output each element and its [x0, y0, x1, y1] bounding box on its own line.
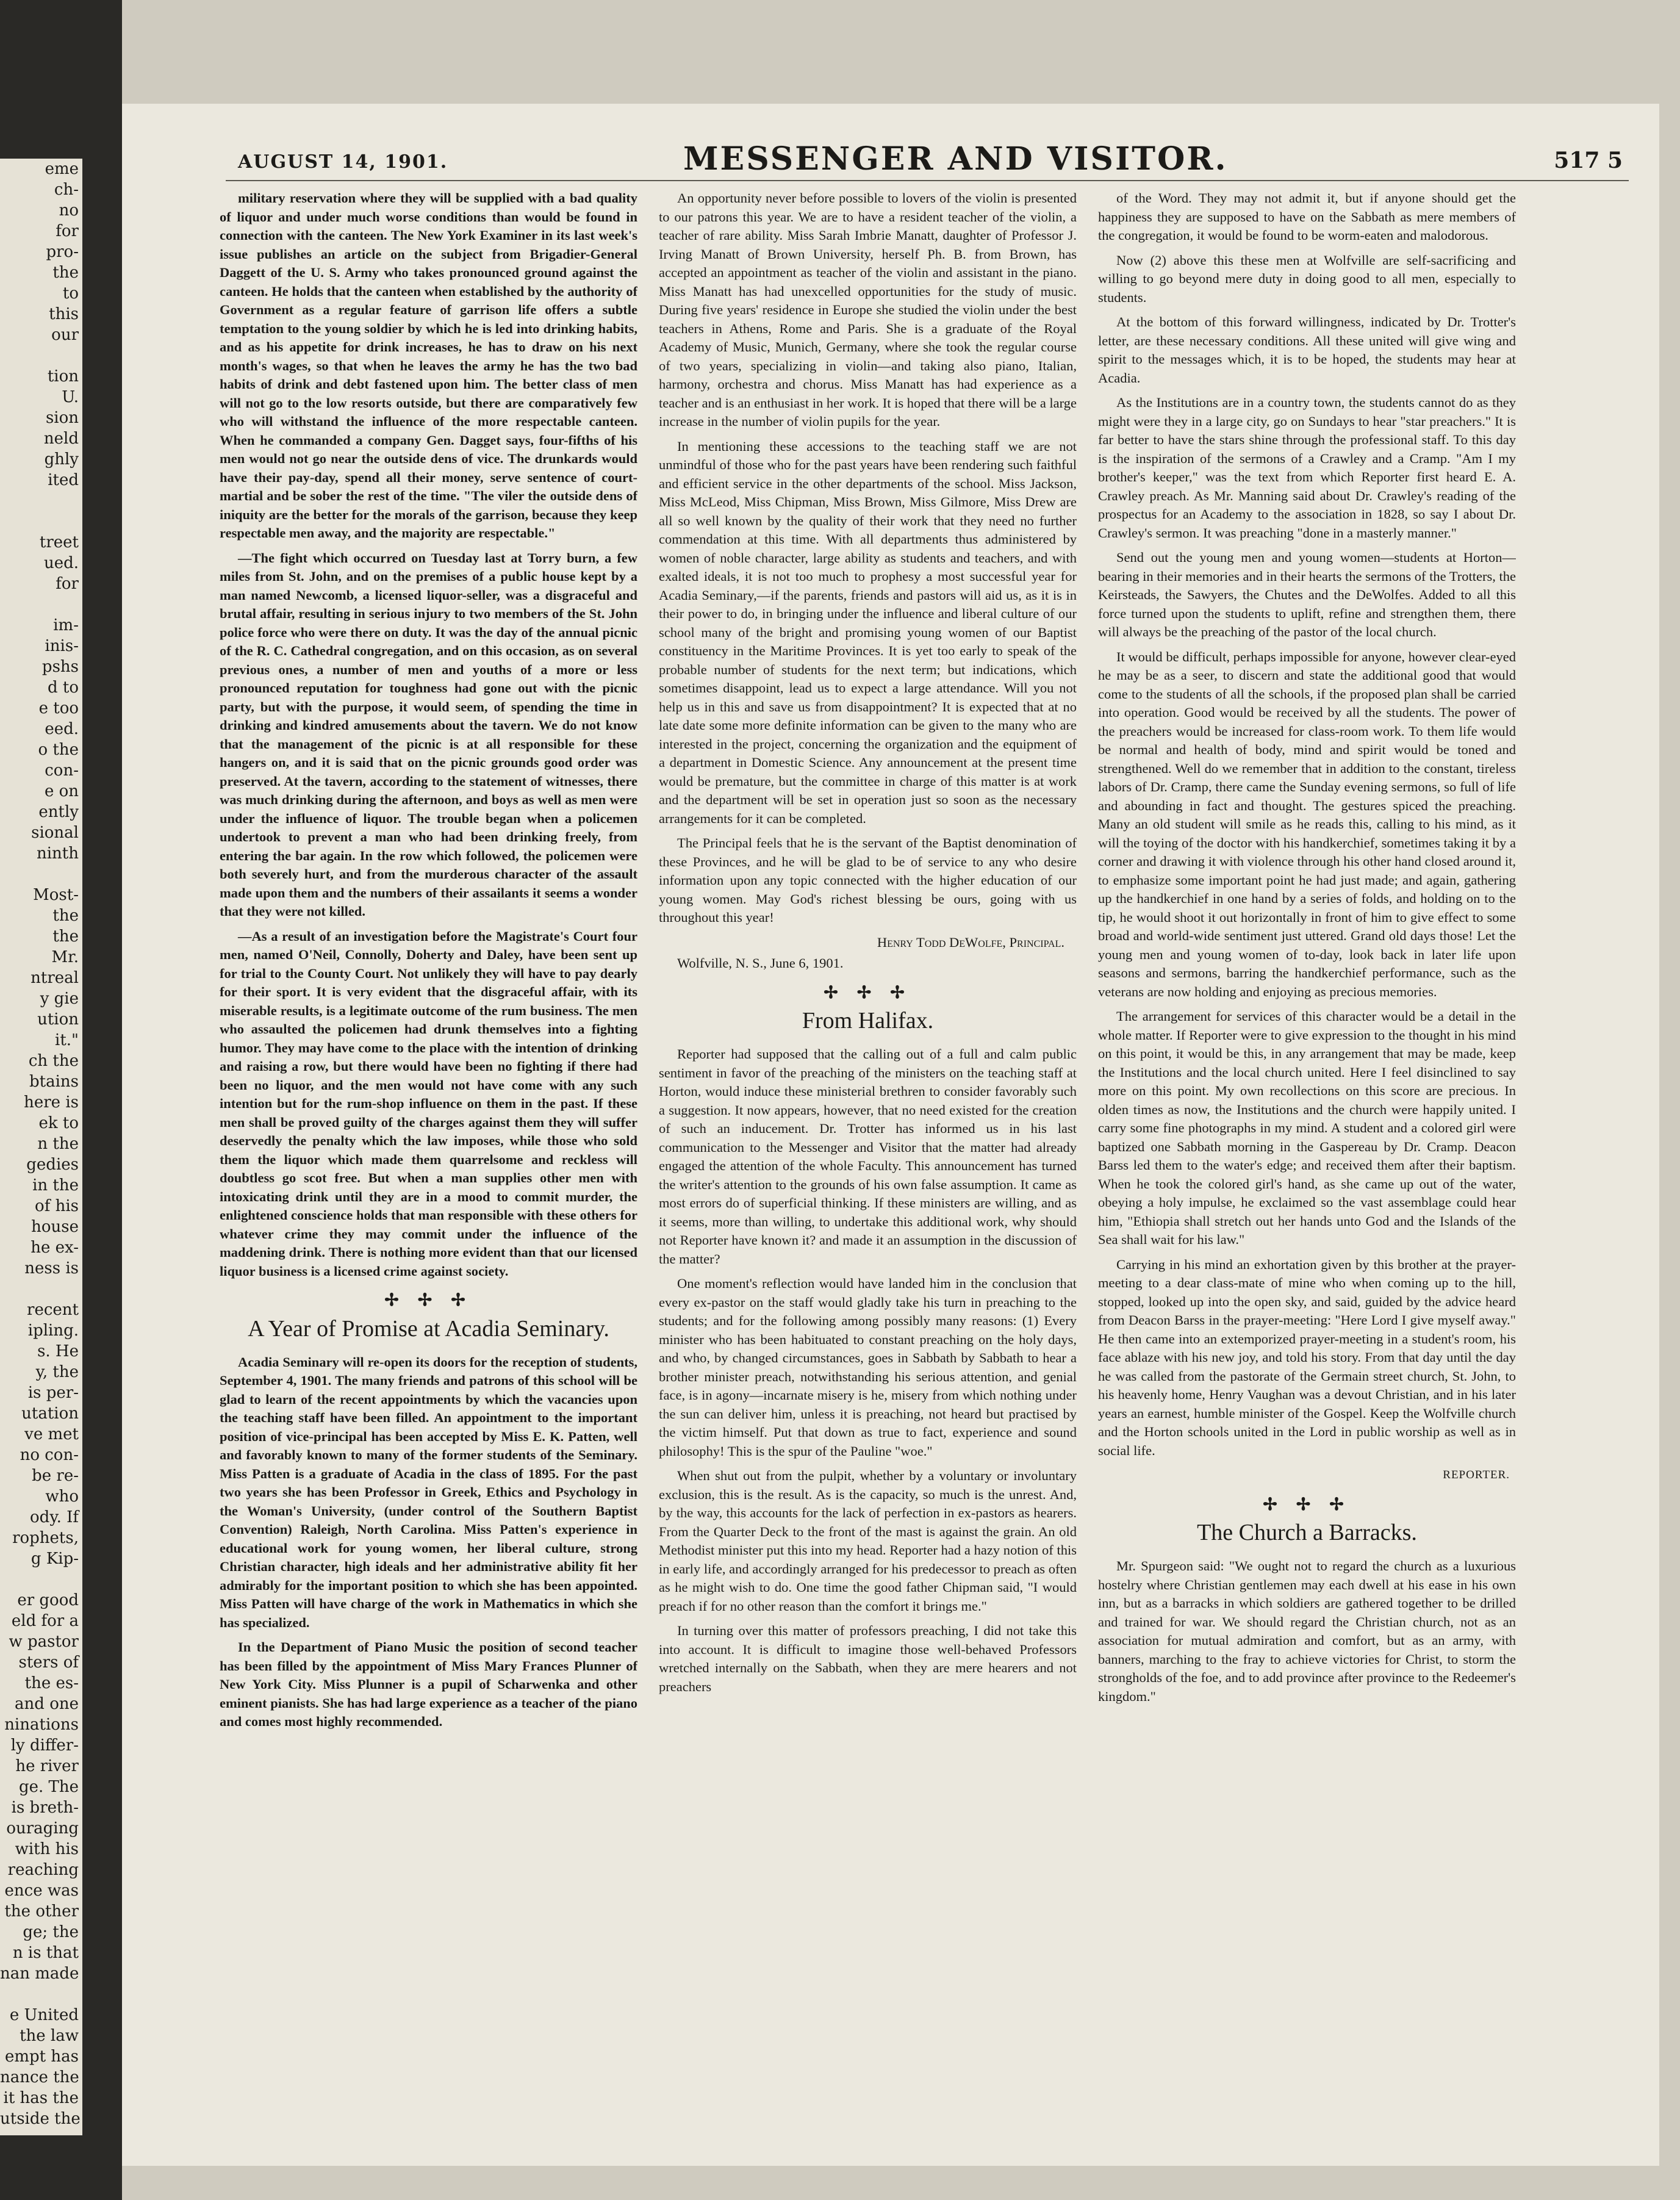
fragment-line	[0, 1984, 82, 2005]
fragment-line: tion	[47, 367, 79, 386]
fragment-line: gedies	[26, 1156, 79, 1174]
fragment-line: and one	[15, 1695, 79, 1713]
fragment-line: pro-	[46, 243, 79, 261]
article-heading-acadia: A Year of Promise at Acadia Seminary.	[248, 1315, 609, 1342]
fragment-line: y gie	[40, 990, 79, 1008]
fragment-line	[0, 594, 82, 615]
fragment-line: n is that	[12, 1944, 79, 1962]
fragment-line: rophets,	[12, 1529, 79, 1547]
dateline: Wolfville, N. S., June 6, 1901.	[677, 955, 844, 971]
masthead-title: MESSENGER AND VISITOR.	[683, 140, 1228, 178]
col2-body-2	[659, 1045, 1077, 1696]
col1-body-2	[220, 1353, 637, 1731]
paragraph: It would be difficult, perhaps impossible for anyone, however clear-eyed he may be as a seer, to discern and state the additional good that would come to the students of all the schools, if the proposed plan shall be carried into operation. Good would be received by all the students. The power of the preachers would be increased for class-room work. To them life would be normal and health of body, mind and spirit would be toned and strengthened. Well do we remember that in addition to the constant, tireless labors of Dr. Cramp, there came the Sunday evening sermons, so full of life and abounding in fact and thought. The gestures spiced the preaching. Many an old student will smile as he reads this, calling to his mind, as it will the toying of the doctor with his handkerchief, sometimes taking it by a corner and drawing it with violence through his other hand closed around it, to emphasize some important point he had just made; and again, gathering up the handkerchief in one hand by a series of folds, and holding on to the tip, he would shoot it out horizontally in front of him to give effect to some broad and world-wide sentiment just uttered. Grand old days those! Let the young men and young women of to-day, look back in later life upon seasons and sermons, barring the handkerchief performance, such as the veterans are now holding and enjoying as precious memories.	[1098, 649, 1516, 999]
paragraph: Carrying in his mind an exhortation given by this brother at the prayer-meeting to a dear class-mate of mine who when coming up to the hill, stopped, looked up into the open sky, and said, guided by the advice heard from Deacon Barss in the prayer-meeting: "Here Lord I give myself away." He then came into an extemporized prayer-meeting in a student's room, his face ablaze with his new joy, and told his story. From that day until the day he was called from the pastorate of the Germain street church, St. John, to his heavenly home, Henry Vaughan was a devout Christian, and in his later years an earnest, humble minister of the Gospel. Keep the Wolfville church and the Horton schools united in the Lord in public worship as well as in social life.	[1098, 1256, 1516, 1458]
fragment-line: he ex-	[31, 1238, 79, 1257]
paragraph: —As a result of an investigation before the Magistrate's Court four men, named O'Neil, Connolly, Doherty and Daley, have been sent up for trial to the County Court. Not unlikely they will have to pay dearly for their sport. It is very evident that the disgraceful affair, with its miserable results, is a legitimate outcome of the rum business. The men who assaulted the policemen had drunk themselves into a fighting humor. They may have come to the place with the intention of drinking and raising a row, but there would have been no fighting if there had been no liquor, and the men would not have come with any such intention but for the rum-shop influence on them in the past. If these men shall be proved guilty of the charges against them they will suffer deservedly the penalty which the law imposes, while those who sold them the liquor which made them quarrelsome and reckless will doubtless go scot free. But when a man supplies other men with intoxicating drink until they are in a mood to commit murder, the enlightened conscience holds that man responsible with these others for whatever crime they may commit under the influence of the maddening drink. There is nothing more evident than that our licensed liquor business is a licensed crime against society.	[220, 928, 637, 1279]
fragment-line: im-	[53, 616, 79, 634]
fragment-line: ge. The	[18, 1778, 79, 1796]
fragment-line: ge; the	[23, 1923, 79, 1941]
paragraph: In mentioning these accessions to the teaching staff we are not unmindful of those who for the past years have been rendering such faithful and efficient service in the other departments of the school. Miss Jackson, Miss McLeod, Miss Chipman, Miss Brown, Miss Gilmore, Miss Drew are all so well known by the quality of their work that they need no further commendation at this time. With all departments thus administered by women of noble character, large ability as students and teachers, and with exalted ideals, it is not too much to prophesy a most successful year for Acadia Seminary,—if the parents, friends and pastors will aid us, as it is in their power to do, in bringing under the influence and liberal culture of our school many of the bright and promising young women of our Baptist constituency in the Maritime Provinces. It is yet too early to speak of the probable number of students for the next term; but indications, which sometimes disappoint, lead us to expect a large attendance. Will you not help us in this and save us from disappointment? It is expected that at no late date some more definite information can be given to the many who are interested in the project, concerning the organization and the equipment of a department in Domestic Science. Any announcement at the present time would be premature, but the committee in charge of this matter is at work and the department will be set in operation just so soon as the necessary arrangements for it can be completed.	[659, 438, 1077, 826]
page-number: 517 5	[1554, 148, 1623, 173]
signature-principal: Henry Todd DeWolfe, Principal.	[877, 934, 1064, 950]
fragment-line: ipling.	[27, 1321, 79, 1340]
fragment-line: Mr.	[51, 948, 79, 966]
article-heading-church: The Church a Barracks.	[1197, 1520, 1417, 1545]
issue-date: AUGUST 14, 1901.	[238, 151, 448, 173]
fragment-line	[0, 864, 82, 885]
paragraph: Reporter had supposed that the calling out of a full and calm public sentiment in favor of the preaching of the ministers on the teaching staff at Horton, would induce these ministerial brethren to consider favorably such a suggestion. It now appears, however, that no need existed for the creation of such an inducement. Dr. Trotter has informed us in his last communication to the Messenger and Visitor that the matter had already engaged the attention of the whole Faculty. This announcement has turned the writer's attention to the grounds of his own false assumption. It came as most errors do of superficial thinking. If these ministers are willing, and as it seems, more than willing, to undertake this additional work, why should not Reporter have known it? and made it an assumption in the discussion of the matter?	[659, 1046, 1077, 1267]
fragment-line: utside the	[0, 2110, 81, 2128]
fragment-line	[0, 1279, 82, 1300]
fragment-line: ly differ-	[10, 1736, 79, 1755]
page-header	[238, 140, 1623, 177]
fragment-line: e United	[9, 2006, 79, 2024]
column-3	[1098, 189, 1516, 2148]
paragraph: The arrangement for services of this character would be a detail in the whole matter. If Reporter were to give expression to the thought in his mind on this point, it would be this, in any arrangement that may be made, keep the Institutions and the local church united. Here I feel disinclined to say more on this point. My own recollections on this score are precious. In olden times as now, the Institutions and the church were happily united. I carry some fine photographs in my mind. A student and a colored girl were baptized one Sabbath morning in the Gaspereau by Dr. Cramp. Deacon Barss led them to the water's edge; and received them after their baptism. When he took the colored girl's hand, as she came up out of the water, obeying a holy impulse, he exclaimed so the vast assemblage could hear him, "Ethiopia shall stretch out her hands unto God and the Islands of the Sea shall wait for his law."	[1098, 1008, 1516, 1247]
fragment-line: be re-	[32, 1467, 79, 1485]
fragment-line: eed.	[45, 720, 79, 738]
fragment-line: ution	[37, 1010, 79, 1029]
previous-page-fragment	[0, 159, 82, 2135]
fragment-line: ouraging	[6, 1819, 79, 1838]
fragment-line: er good	[17, 1591, 79, 1609]
paragraph: An opportunity never before possible to lovers of the violin is presented to our patrons this year. We are to have a resident teacher of the violin, a teacher of rare ability. Miss Sarah Imbrie Manatt, daughter of Professor J. Irving Manatt of Brown University, herself Ph. B. from Brown, has accepted an appointment as teacher of the violin and assistant in the piano. Miss Manatt has had unexcelled opportunities for the study of music. During five years' residence in Europe she studied the violin under the best teachers in Athens, Rome and Paris. She is a graduate of the Royal Academy of Music, Munich, Germany, where she took the regular course of two years, specializing in violin—and taking also piano, Italian, harmony, orchestra and chorus. Miss Manatt has had experience as a teacher and is an enthusiast in her work. It is hoped that there will be a large increase in the number of violin pupils for the year.	[659, 190, 1077, 429]
paragraph: As the Institutions are in a country town, the students cannot do as they might were they in a large city, go on Sundays to hear "star preachers." It is far better to have the stars shine through the professional staff. To this day is the inspiration of the sermons of a Crawley and a Cramp. "Am I my brother's keeper," was the text from which Reporter first heard E. A. Crawley preach. As Mr. Manning said about Dr. Crawley's reading of the prospectus for an Academy to the association in 1828, so say I about Dr. Crawley's sermon. It was preaching "done in a masterly manner."	[1098, 395, 1516, 541]
ornament-divider: ✢ ✢ ✢	[824, 983, 912, 1002]
fragment-line: inis-	[45, 637, 79, 655]
fragment-line: btains	[29, 1073, 79, 1091]
fragment-line: reaching	[7, 1861, 79, 1879]
fragment-line: in the	[32, 1176, 79, 1195]
article-heading-halifax: From Halifax.	[802, 1008, 934, 1033]
fragment-line: e too	[38, 699, 79, 717]
fragment-line: is breth-	[11, 1799, 79, 1817]
fragment-line: recent	[27, 1301, 79, 1319]
fragment-line: sion	[45, 409, 79, 427]
fragment-line: y, the	[35, 1363, 79, 1381]
fragment-line: ninth	[37, 844, 79, 863]
ornament-divider: ✢ ✢ ✢	[384, 1291, 473, 1310]
paragraph: Send out the young men and young women—students at Horton—bearing in their memories and in their hearts the sermons of the Trotters, the Keirsteads, the Sawyers, the Chutes and the DeWolfes. Added to all this force turned upon the students to uplift, refine and strengthen them, there will always be the preaching of the pastor of the local church.	[1098, 550, 1516, 639]
fragment-line: ited	[48, 471, 79, 489]
fragment-line: he river	[15, 1757, 79, 1775]
fragment-line: U.	[62, 388, 79, 406]
fragment-line: treet	[39, 533, 79, 552]
fragment-line: e on	[44, 782, 79, 800]
fragment-line: s. He	[37, 1342, 79, 1361]
fragment-line: sional	[31, 824, 79, 842]
paragraph: military reservation where they will be supplied with a bad quality of liquor and under much worse conditions than would be found in connection with the canteen. The New York Examiner in its last week's issue publishes an article on the subject from Brigadier-General Daggett of the U. S. Army who takes pronounced ground against the canteen. He holds that the canteen when established by the authority of Government as a regular feature of garrison life offers a subtle temptation to the young soldier by which he is led into drinking habits, and as his appetite for drink increases, he has to draw on his next month's wages, so that when he leaves the army he has the two bad habits of drink and debt fastened upon him. The better class of men will not go to the low resorts outside, but there are comparatively few who will withstand the influence of the more respectable canteen. When he commanded a company Gen. Dagget says, four-fifths of his men would not go near the outside dens of vice. The drunkards would have their pay-day, spend all their money, serve sentence of court-martial and be sober the rest of the time. "The viler the outside dens of iniquity are the better for the morals of the garrison, because they keep respectable men away, and the majority are respectable."	[220, 190, 637, 541]
fragment-line: ness is	[24, 1259, 79, 1278]
fragment-line: ninations	[4, 1716, 79, 1734]
fragment-line: ntreal	[31, 969, 79, 987]
fragment-line: to	[62, 284, 79, 303]
fragment-line: g Kip-	[31, 1550, 79, 1568]
paragraph: In turning over this matter of professors preaching, I did not take this into account. It is difficult to imagine those well-behaved Professors wretched internally on the Sabbath, when they are mere hearers and not preachers	[659, 1623, 1077, 1694]
newspaper-page	[122, 104, 1659, 2166]
fragment-line: the es-	[24, 1674, 79, 1692]
paragraph: At the bottom of this forward willingness, indicated by Dr. Trotter's letter, are these necessary conditions. All these united will give wing and spirit to the messages which, it is to be hoped, the students may hear at Acadia.	[1098, 314, 1516, 386]
fragment-line	[0, 345, 82, 366]
paragraph: One moment's reflection would have landed him in the conclusion that every ex-pastor on the staff would gladly take his turn in preaching to the students; and for the following among possibly many reasons: (1) Every minister who has been habituated to constant preaching on the holy days, and who, by changed circumstances, goes in Sabbath by Sabbath to hear a brother minister preach, notwithstanding his serious attention, and genial face, is in agony—incarnate misery is he, misery from which nothing under the sun can deliver him, unless it is preaching, not heard but practised by the victim himself. Put that down as true to fact, experience and sound philosophy! This is the spur of the Pauline "woe."	[659, 1276, 1077, 1459]
fragment-line: w pastor	[9, 1633, 79, 1651]
paragraph: Now (2) above this these men at Wolfville are self-sacrificing and willing to go beyond mere duty in doing good to all men, especially to students.	[1098, 252, 1516, 305]
fragment-line: ek to	[38, 1114, 79, 1132]
fragment-line: o the	[38, 741, 79, 759]
ornament-divider: ✢ ✢ ✢	[1263, 1495, 1351, 1514]
paragraph: —The fight which occurred on Tuesday last at Torry burn, a few miles from St. John, and on the premises of a public house kept by a man named Newcomb, a licensed liquor-seller, was a disgraceful and brutal affair, resulting in serious injury to two members of the St. John police force who were there on duty. It was the day of the annual picnic of the R. C. Cathedral congregation, and on this occasion, as on several previous ones, a number of men and youths of a more or less pronounced reputation for toughness had gone out with the picnic party, but with the purpose, it would seem, of spending the time in drinking and kindred amusements about the tavern. We do not know that the management of the picnic is at all responsible for these hangers on, and it is said that on the picnic grounds good order was preserved. At the tavern, according to the statement of witnesses, there was much drinking during the afternoon, and boys as well as men were under the influence of liquor. The trouble began when a policemen undertook to prevent a man who had been drinking freely, from entering the bar again. In the row which followed, the policemen were both severely hurt, and from the murderous character of the assault made upon them and the numbers of their assailants it seems a wonder that they were not killed.	[220, 550, 637, 919]
fragment-line: house	[31, 1218, 79, 1236]
fragment-line: our	[51, 326, 79, 344]
fragment-line: ve met	[24, 1425, 79, 1443]
fragment-line: ence was	[4, 1882, 79, 1900]
fragment-line: ued.	[43, 554, 79, 572]
fragment-line: sters of	[18, 1653, 79, 1672]
paragraph: In the Department of Piano Music the position of second teacher has been filled by the appointment of Miss Mary Frances Plunner of New York City. Miss Plunner is a pupil of Scharwenka and other eminent pianists. She has had large experience as a teacher of the piano and comes most highly recommended.	[220, 1639, 637, 1729]
fragment-line: ody. If	[30, 1508, 79, 1526]
col3-body-2	[1098, 1557, 1516, 1706]
fragment-line: the law	[20, 2027, 79, 2045]
fragment-line: of his	[35, 1197, 79, 1215]
paragraph: Mr. Spurgeon said: "We ought not to regard the church as a luxurious hostelry where Christian gentlemen may each dwell at his ease in his own inn, but as a barracks in which soldiers are gathered together to be drilled and trained for war. We should regard the Christian church, not as an association for mutual admiration and comfort, but as an army, with banners, marching to the fray to achieve victories for Christ, to storm the strongholds of the foe, and to add province after province to the Redeemer's kingdom."	[1098, 1558, 1516, 1704]
fragment-line: the	[52, 927, 79, 946]
fragment-line: con-	[45, 761, 79, 780]
fragment-line: pshs	[41, 658, 79, 676]
fragment-line	[0, 1569, 82, 1590]
paragraph: When shut out from the pulpit, whether by a voluntary or involuntary exclusion, this is the result. As is the capacity, so much is the unrest. And, by the way, this accounts for the lack of perfection in ex-pastors as hearers. From the Quarter Deck to the front of the mast is against the grain. An old Methodist minister put this into my head. Reporter had a hazy notion of this in early life, and accordingly arranged for his predecessor to preach as often as he might wish to do. One time the good father Chipman said, "I would preach if for no other reason than the comfort it brings me."	[659, 1468, 1077, 1614]
fragment-line: the	[52, 264, 79, 282]
fragment-line: ghly	[44, 450, 79, 469]
fragment-line: empt has	[5, 2047, 79, 2066]
fragment-line: eme	[45, 160, 79, 178]
fragment-line: it."	[55, 1031, 79, 1049]
column-1	[220, 189, 637, 2148]
fragment-line: for	[56, 575, 79, 593]
fragment-line: n the	[37, 1135, 79, 1153]
fragment-line: ch the	[28, 1052, 79, 1070]
fragment-line: d to	[47, 678, 79, 697]
fragment-line: is per-	[27, 1384, 79, 1402]
fragment-line: ch-	[54, 181, 79, 199]
fragment-line: for	[56, 222, 79, 240]
fragment-line: the	[52, 907, 79, 925]
fragment-line: the other	[4, 1902, 79, 1921]
fragment-line: neld	[43, 430, 79, 448]
fragment-line: nance the	[0, 2068, 79, 2087]
fragment-line: ently	[38, 803, 79, 821]
fragment-line: no con-	[20, 1446, 79, 1464]
paragraph: The Principal feels that he is the servant of the Baptist denomination of these Provinces, and he will be glad to be of service to any who desire information upon any topic connected with the higher education of our young women. May God's richest blessing be ours, going with us throughout this year!	[659, 835, 1077, 925]
fragment-line: with his	[15, 1840, 79, 1858]
fragment-line: this	[49, 305, 79, 323]
header-rule	[226, 180, 1629, 181]
col1-body	[220, 189, 637, 1281]
col3-body	[1098, 189, 1516, 1460]
column-2	[659, 189, 1077, 2148]
paragraph: of the Word. They may not admit it, but if anyone should get the happiness they are supposed to have on the Sabbath as mere members of the congregation, it would be found to be worm-eaten and malodorous.	[1098, 190, 1516, 243]
signature-reporter: REPORTER.	[1443, 1468, 1510, 1481]
fragment-line: no	[59, 201, 79, 220]
fragment-line: eld for a	[11, 1612, 79, 1630]
paragraph: Acadia Seminary will re-open its doors for the reception of students, September 4, 1901. The many friends and patrons of this school will be glad to learn of the recent appointments by which the vacancies upon the teaching staff have been filled. An appointment to the important position of vice-principal has been accepted by Miss E. K. Patten, well and favorably known to many of the former students of the Seminary. Miss Patten is a graduate of Acadia in the class of 1895. For the past two years she has been Professor in Greek, Ethics and Psychology in the Woman's University, (under control of the Southern Baptist Convention) Raleigh, North Carolina. Miss Patten's experience in educational work for young women, her liberal culture, strong Christian character, high ideals and her administrative ability fit her admirably for the important position to which she has been appointed. Miss Patten will have charge of the work in Mathematics in which she has specialized.	[220, 1354, 637, 1630]
fragment-line	[0, 491, 82, 511]
col2-body	[659, 189, 1077, 927]
fragment-line: it has the	[3, 2089, 79, 2107]
fragment-line	[0, 511, 82, 532]
fragment-line: utation	[21, 1404, 79, 1423]
fragment-line: who	[45, 1487, 79, 1506]
fragment-line: here is	[24, 1093, 79, 1112]
fragment-line: Most-	[33, 886, 79, 904]
fragment-line: nan made	[0, 1965, 79, 1983]
